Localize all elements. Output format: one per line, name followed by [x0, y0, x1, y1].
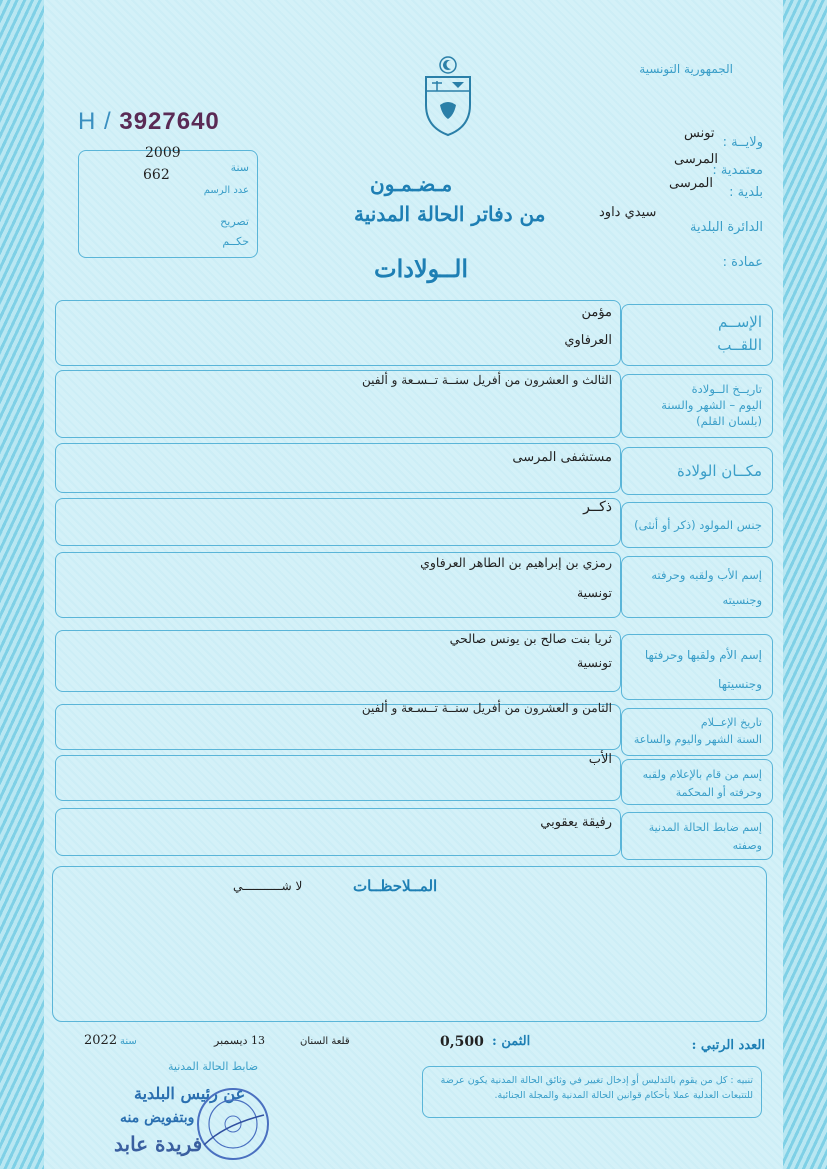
mother-value-box [55, 630, 621, 692]
district-value: سيدي داود [599, 205, 657, 220]
registration-number-label: عدد الرسم [203, 185, 249, 196]
birthdate-label-2: اليوم – الشهر والسنة [661, 398, 762, 413]
declaration-date-label-1: تاريخ الإعــلام [700, 716, 762, 729]
sex-value: ذكــر [583, 499, 612, 515]
municipality-label: بلدية : [729, 185, 763, 200]
decorative-border-left [0, 0, 44, 1169]
price-value: 0,500 [440, 1034, 484, 1050]
serial-prefix: H / [78, 108, 112, 135]
issue-year-label: سنة [120, 1036, 137, 1047]
name-label: الإســم [717, 313, 762, 331]
declaration-date-label-2: السنة الشهر واليوم والساعة [633, 732, 762, 746]
country-name: الجمهورية التونسية [639, 62, 733, 76]
issue-year: 2022 [84, 1033, 118, 1048]
surname-label: اللقــب [717, 335, 762, 354]
signature-line-1: عن رئيس البلدية [134, 1084, 246, 1103]
birthdate-label-1: تاريــخ الــولادة [691, 382, 762, 396]
price-label: الثمن : [492, 1034, 531, 1049]
sex-label-box [621, 502, 773, 548]
mother-nationality: تونسية [576, 655, 612, 670]
judgment-label: حكــم [222, 235, 249, 248]
issue-place: قلعة السنان [300, 1036, 350, 1047]
registration-year-label: سنة [230, 161, 249, 174]
father-label-2: وجنسيته [722, 593, 762, 608]
delegation-label: معتمدية : [712, 163, 763, 178]
declarant-label-box [621, 759, 773, 805]
declarant-value-box [55, 752, 621, 801]
declarant-label-2: وحرفته أو المحكمة [675, 785, 762, 799]
remarks-label: المــلاحظــات [353, 877, 438, 895]
mother-label-1: إسم الأم ولقبها وحرفتها [644, 648, 762, 662]
declaration-date-label-box [621, 708, 773, 756]
title-civil-registers: من دفاتر الحالة المدنية [354, 202, 546, 226]
name-label-box [621, 304, 773, 366]
birthdate-value-box [55, 370, 621, 438]
registration-box [78, 145, 258, 258]
declarant-label-1: إسم من قام بالإعلام ولقبه [642, 768, 762, 781]
delegation-value: المرسى [674, 152, 718, 167]
place-value: مستشفى المرسى [512, 450, 612, 465]
name-value: مؤمن [581, 305, 612, 320]
signature-name: فريدة عابد [114, 1132, 203, 1156]
place-value-box [55, 443, 621, 493]
name-value-box [55, 300, 621, 366]
place-label-box [621, 447, 773, 495]
remarks-value: لا شـــــــــــي [233, 879, 303, 893]
declaration-label: تصريح [220, 215, 249, 228]
father-label-box [621, 556, 773, 618]
issue-date: 13 ديسمبر [214, 1034, 266, 1047]
official-stamp-icon [194, 1085, 272, 1163]
serial-value: 3927640 [119, 108, 220, 135]
serial-label: العدد الرتبي : [691, 1038, 765, 1053]
governorate-label: ولايــة : [722, 135, 763, 150]
birthdate-label-3: (بلسان القلم) [696, 414, 762, 429]
officer-title: ضابط الحالة المدنية [168, 1060, 259, 1073]
registration-number: 662 [143, 167, 170, 183]
mother-label-2: وجنسيتها [718, 676, 762, 691]
father-label-1: إسم الأب ولقبه وحرفته [651, 568, 762, 582]
signature-line-2: وبتفويض منه [120, 1110, 195, 1126]
document-page [44, 0, 783, 1169]
coat-of-arms-icon [418, 55, 478, 143]
officer-label-1: إسم ضابط الحالة المدنية [648, 821, 762, 834]
birthdate-value: الثالث و العشرون من أفريل سنــة تــسـعة و ألفين [362, 373, 612, 387]
father-nationality: تونسية [576, 585, 612, 600]
decorative-border-right [783, 0, 827, 1169]
surname-value: العرفاوي [564, 333, 612, 348]
declaration-date-value: الثامن و العشرون من أفريل سنــة تــسـعة و ألفين [361, 701, 612, 715]
sex-label: جنس المولود (ذكر أو أنثى) [634, 518, 762, 532]
father-value: رمزي بن إبراهيم بن الطاهر العرفاوي [420, 555, 612, 570]
sex-value-box [55, 498, 621, 546]
registration-year: 2009 [145, 145, 181, 161]
declarant-value: الأب [588, 752, 612, 767]
title-contents: مـضـمـون [370, 172, 453, 196]
declaration-date-value-box [55, 701, 621, 750]
officer-label-box [621, 812, 773, 860]
mother-value: ثريا بنت صالح بن يونس صالحي [449, 631, 612, 646]
officer-label-2: وصفته [732, 838, 762, 852]
place-label: مكــان الولادة [676, 462, 762, 480]
officer-value-box [55, 808, 621, 856]
imada-label: عمادة : [722, 255, 763, 270]
municipality-value: المرسى [669, 176, 713, 191]
title-births: الــولادات [374, 254, 469, 283]
legal-notice: تنبيه : كل من يقوم بالتدليس أو إدخال تغيير في وثائق الحالة المدنية يكون عرضة للتتبعات العدلية عملا بأحكام قوانين الحالة المدنية والمجلة الجنائية. [422, 1066, 762, 1118]
officer-value: رفيقة يعقوبي [540, 815, 612, 830]
district-label: الدائرة البلدية [690, 220, 763, 235]
birthdate-label-box [621, 374, 773, 438]
father-value-box [55, 552, 621, 618]
mother-label-box [621, 634, 773, 700]
serial-number [78, 108, 220, 136]
governorate-value: تونس [684, 126, 715, 141]
remarks-box [52, 866, 767, 1022]
